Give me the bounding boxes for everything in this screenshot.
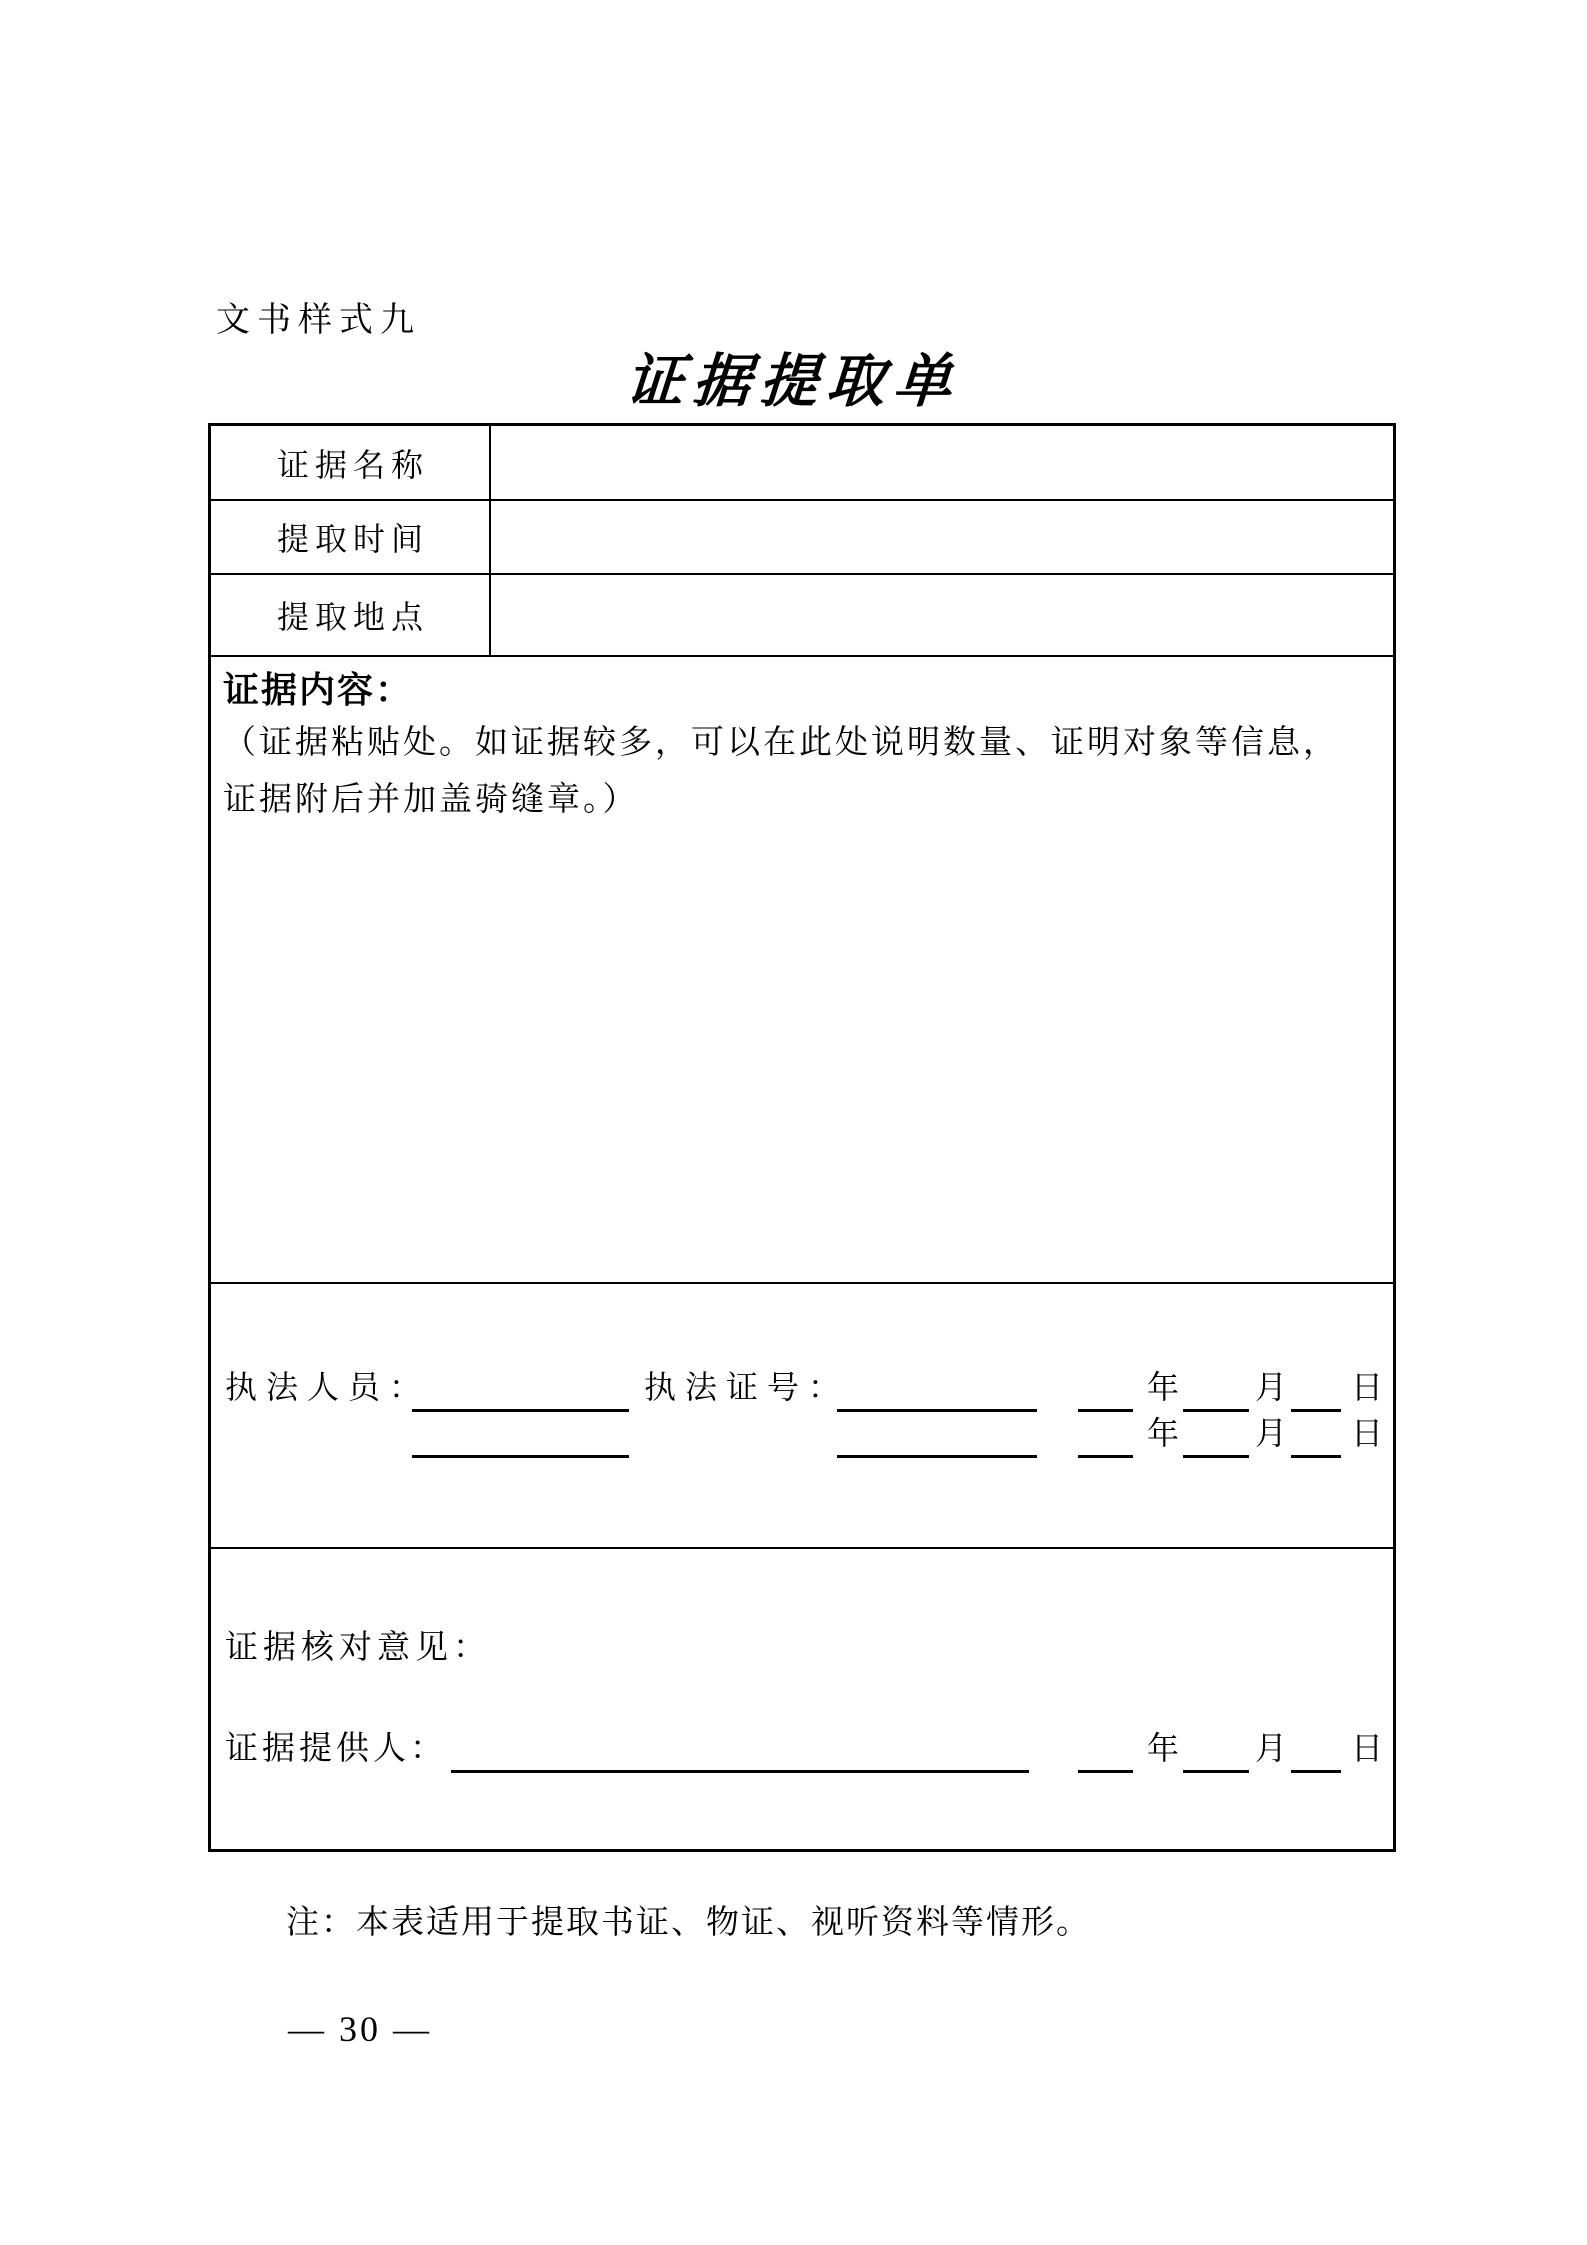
month-blank-line bbox=[1183, 1455, 1249, 1458]
doc-style-label: 文书样式九 bbox=[216, 302, 421, 339]
month-blank-line bbox=[1183, 1770, 1249, 1773]
year-blank-line bbox=[1078, 1770, 1133, 1773]
instructions-line-1: （证据粘贴处。如证据较多，可以在此处说明数量、证明对象等信息， bbox=[223, 725, 1339, 761]
year-label: 年 bbox=[1146, 1415, 1179, 1451]
date-fill-in bbox=[1078, 1362, 1383, 1412]
provider-signature-blank-line bbox=[451, 1770, 1029, 1773]
extraction-time-label: 提取时间 bbox=[211, 501, 491, 573]
month-label: 月 bbox=[1254, 1730, 1287, 1766]
extraction-time-value-cell bbox=[491, 501, 1393, 573]
evidence-provider-row bbox=[225, 1723, 1383, 1773]
day-label: 日 bbox=[1350, 1730, 1383, 1766]
year-blank-line bbox=[1078, 1455, 1133, 1458]
date-fill-in bbox=[1078, 1408, 1383, 1458]
table-row bbox=[211, 575, 1393, 657]
verification-opinion-label: 证据核对意见： bbox=[225, 1630, 491, 1666]
day-blank-line bbox=[1291, 1455, 1341, 1458]
certificate-number-blank-line bbox=[837, 1455, 1037, 1458]
spacer bbox=[629, 1457, 837, 1458]
officer-signature-row-2 bbox=[221, 1412, 1383, 1458]
evidence-name-label: 证据名称 bbox=[211, 426, 491, 499]
enforcement-signature-section bbox=[211, 1284, 1393, 1549]
table-row bbox=[211, 501, 1393, 575]
year-label: 年 bbox=[1146, 1730, 1179, 1766]
day-label: 日 bbox=[1350, 1415, 1383, 1451]
evidence-verification-section bbox=[211, 1549, 1393, 1849]
officer-label: 执法人员： bbox=[225, 1369, 431, 1405]
officer-name-blank-line bbox=[412, 1455, 629, 1458]
spacer bbox=[1037, 1457, 1078, 1458]
officer-signature-row-1 bbox=[221, 1364, 1383, 1412]
page-number: — 30 — bbox=[288, 2009, 432, 2049]
day-blank-line bbox=[1291, 1770, 1341, 1773]
evidence-provider-label: 证据提供人： bbox=[225, 1731, 447, 1767]
certificate-number-label: 执法证号： bbox=[644, 1369, 850, 1405]
evidence-content-section bbox=[211, 657, 1393, 1284]
footnote: 注：本表适用于提取书证、物证、视听资料等情形。 bbox=[286, 1905, 1091, 1941]
month-label: 月 bbox=[1254, 1415, 1287, 1451]
evidence-form-table bbox=[208, 423, 1396, 1852]
day-label: 日 bbox=[1350, 1369, 1383, 1405]
spacer bbox=[221, 1457, 412, 1458]
month-label: 月 bbox=[1254, 1369, 1287, 1405]
year-label: 年 bbox=[1146, 1369, 1179, 1405]
spacer bbox=[1029, 1772, 1078, 1773]
evidence-content-instructions bbox=[223, 715, 1373, 829]
extraction-place-value-cell bbox=[491, 575, 1393, 655]
evidence-name-value-cell bbox=[491, 426, 1393, 499]
extraction-place-label: 提取地点 bbox=[211, 575, 491, 655]
table-row bbox=[211, 426, 1393, 501]
date-fill-in bbox=[1078, 1723, 1383, 1773]
evidence-content-heading: 证据内容： bbox=[223, 670, 414, 710]
page-title: 证据提取单 bbox=[623, 349, 963, 414]
instructions-line-2: 证据附后并加盖骑缝章。） bbox=[223, 782, 639, 818]
